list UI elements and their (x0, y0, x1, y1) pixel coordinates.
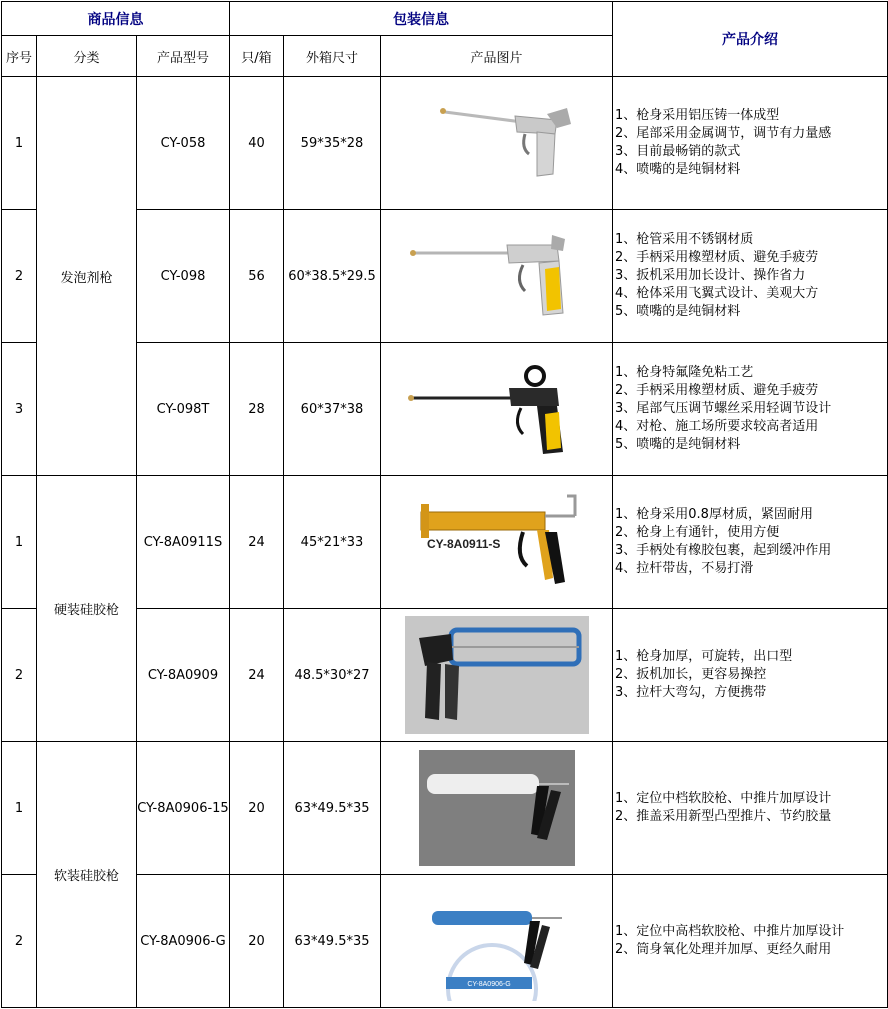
column-header-qty: 只/箱 (230, 36, 284, 77)
cell-model: CY-8A0906-15 (137, 742, 230, 875)
intro-line: 4、枪体采用飞翼式设计、美观大方 (615, 286, 819, 301)
foam-gun-yellow-grip-icon (397, 221, 597, 331)
cell-image (381, 343, 613, 476)
cell-size: 63*49.5*35 (284, 742, 381, 875)
cell-no: 2 (2, 210, 37, 343)
category-hard-silicone: 硬装硅胶枪 (37, 476, 137, 742)
cell-intro (613, 875, 888, 1008)
intro-line: 2、推盖采用新型凸型推片、节约胶量 (615, 809, 832, 824)
group-product-info: 商品信息 (2, 2, 230, 36)
cell-no: 2 (2, 609, 37, 742)
table-row (2, 476, 888, 609)
intro-line: 4、喷嘴的是纯铜材料 (615, 162, 741, 177)
intro-line: 1、枪身特氟隆免粘工艺 (615, 365, 754, 380)
foam-gun-black-icon (397, 354, 597, 464)
column-header-size: 外箱尺寸 (284, 36, 381, 77)
cell-intro (613, 742, 888, 875)
cell-size: 60*37*38 (284, 343, 381, 476)
cell-qty: 24 (230, 476, 284, 609)
image-label: CY-8A0911-S (426, 537, 500, 551)
intro-line: 4、拉杆带齿，不易打滑 (615, 561, 754, 576)
intro-line: 4、对枪、施工场所要求较高者适用 (615, 419, 819, 434)
column-header-no: 序号 (2, 36, 37, 77)
cell-size: 48.5*30*27 (284, 609, 381, 742)
cell-qty: 24 (230, 609, 284, 742)
intro-line: 1、枪身加厚，可旋转，出口型 (615, 649, 793, 664)
cell-image (381, 210, 613, 343)
intro-line: 2、尾部采用金属调节，调节有力量感 (615, 126, 832, 141)
cell-image (381, 609, 613, 742)
cell-no: 1 (2, 77, 37, 210)
cell-intro (613, 609, 888, 742)
table-row (2, 77, 888, 210)
intro-line: 2、扳机加长，更容易操控 (615, 667, 767, 682)
cell-no: 1 (2, 476, 37, 609)
intro-line: 3、尾部气压调节螺丝采用轻调节设计 (615, 401, 832, 416)
sausage-gun-blue-tube-icon (422, 881, 572, 1001)
intro-line: 2、手柄采用橡塑材质、避免手疲劳 (615, 250, 819, 265)
intro-line: 3、手柄处有橡胶包裹，起到缓冲作用 (615, 543, 832, 558)
cell-qty: 28 (230, 343, 284, 476)
cell-size: 63*49.5*35 (284, 875, 381, 1008)
cell-intro (613, 476, 888, 609)
cell-intro (613, 210, 888, 343)
cell-no: 3 (2, 343, 37, 476)
category-foam-gun: 发泡剂枪 (37, 77, 137, 476)
column-header-model: 产品型号 (137, 36, 230, 77)
intro-line: 2、手柄采用橡塑材质、避免手疲劳 (615, 383, 819, 398)
intro-line: 3、目前最畅销的款式 (615, 144, 741, 159)
group-packing-info: 包装信息 (230, 2, 613, 36)
cell-size: 59*35*28 (284, 77, 381, 210)
cell-no: 2 (2, 875, 37, 1008)
cell-model: CY-8A0911S (137, 476, 230, 609)
intro-line: 1、定位中档软胶枪、中推片加厚设计 (615, 791, 832, 806)
intro-line: 3、拉杆大弯勾，方便携带 (615, 685, 767, 700)
table-row (2, 742, 888, 875)
cell-intro (613, 343, 888, 476)
intro-line: 5、喷嘴的是纯铜材料 (615, 304, 741, 319)
intro-line: 2、枪身上有通针，使用方便 (615, 525, 780, 540)
cell-image (381, 742, 613, 875)
foam-gun-silver-icon (397, 88, 597, 198)
cell-no: 1 (2, 742, 37, 875)
cell-image (381, 77, 613, 210)
cell-image (381, 476, 613, 609)
cell-qty: 20 (230, 875, 284, 1008)
header-row-groups (2, 2, 888, 36)
intro-line: 1、枪身采用铝压铸一体成型 (615, 108, 780, 123)
cell-qty: 56 (230, 210, 284, 343)
image-label: CY-8A0906-G (466, 981, 511, 988)
product-table (1, 1, 888, 1008)
cell-qty: 20 (230, 742, 284, 875)
intro-line: 2、筒身氧化处理并加厚、更经久耐用 (615, 942, 832, 957)
column-header-intro: 产品介绍 (613, 2, 888, 77)
caulking-gun-gold-icon (397, 482, 597, 602)
cell-model: CY-8A0909 (137, 609, 230, 742)
intro-line: 5、喷嘴的是纯铜材料 (615, 437, 741, 452)
sausage-gun-clear-tube-icon (419, 750, 575, 866)
cell-model: CY-098T (137, 343, 230, 476)
intro-line: 1、定位中高档软胶枪、中推片加厚设计 (615, 924, 845, 939)
cell-model: CY-058 (137, 77, 230, 210)
cell-model: CY-098 (137, 210, 230, 343)
column-header-image: 产品图片 (381, 36, 613, 77)
intro-line: 1、枪身采用0.8厚材质，紧固耐用 (615, 507, 813, 522)
category-soft-silicone: 软装硅胶枪 (37, 742, 137, 1008)
cell-size: 60*38.5*29.5 (284, 210, 381, 343)
column-header-category: 分类 (37, 36, 137, 77)
caulking-gun-blue-frame-icon (405, 616, 589, 734)
cell-qty: 40 (230, 77, 284, 210)
cell-size: 45*21*33 (284, 476, 381, 609)
cell-model: CY-8A0906-G (137, 875, 230, 1008)
cell-intro (613, 77, 888, 210)
intro-line: 3、扳机采用加长设计、操作省力 (615, 268, 806, 283)
cell-image (381, 875, 613, 1008)
intro-line: 1、枪管采用不锈钢材质 (615, 232, 754, 247)
